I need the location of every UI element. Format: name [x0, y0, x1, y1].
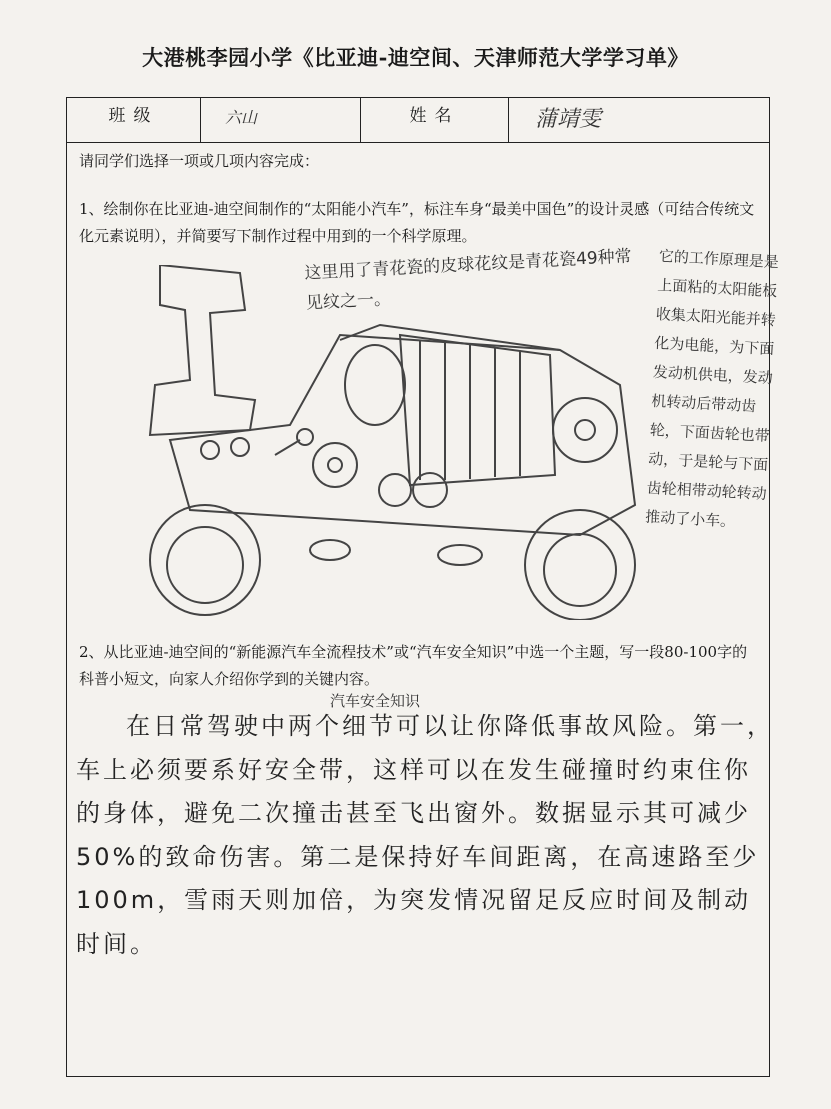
header-row — [67, 98, 769, 143]
page-title: 大港桃李园小学《比亚迪-迪空间、天津师范大学学习单》 — [142, 45, 689, 70]
essay-text: 在日常驾驶中两个细节可以让你降低事故风险。第一，车上必须要系好安全带，这样可以在发生碰撞时约束住你的身体，避免二次撞击甚至飞出窗外。数据显示其可减少50%的致命伤害。第二是保持好车间距离，在高速路至少100m，雪雨天则加倍，为突发情况留足反应时间及制动时间。 — [76, 712, 774, 958]
solar-car-drawing — [80, 265, 650, 620]
name-label: 姓名 — [361, 98, 509, 142]
drawing-annotation-right: 它的工作原理是是上面粘的太阳能板收集太阳光能并转化为电能，为下面发动机供电，发动机转动后带动齿轮，下面齿轮也带动，于是轮与下面齿轮相带动轮转动推动了小车。 — [644, 247, 780, 531]
name-value: 蒲靖雯 — [535, 107, 602, 132]
question-2: 2、从比亚迪-迪空间的“新能源汽车全流程技术”或“汽车安全知识”中选一个主题，写一段80-100字的科普小短文，向家人介绍你学到的关键内容。 — [79, 643, 748, 688]
drawing-annotation-top: 这里用了青花瓷的皮球花纹是青花瓷49种常见纹之一。 — [303, 246, 633, 314]
essay-topic: 汽车安全知识 — [330, 692, 421, 710]
class-value: 六山 — [201, 98, 361, 142]
class-label: 班级 — [67, 98, 201, 142]
question-1: 1、绘制你在比亚迪-迪空间制作的“太阳能小汽车”，标注车身“最美中国色”的设计灵感（可结合传统文化元素说明），并简要写下制作过程中用到的一个科学原理。 — [79, 200, 755, 245]
instruction: 请同学们选择一项或几项内容完成： — [79, 152, 320, 170]
